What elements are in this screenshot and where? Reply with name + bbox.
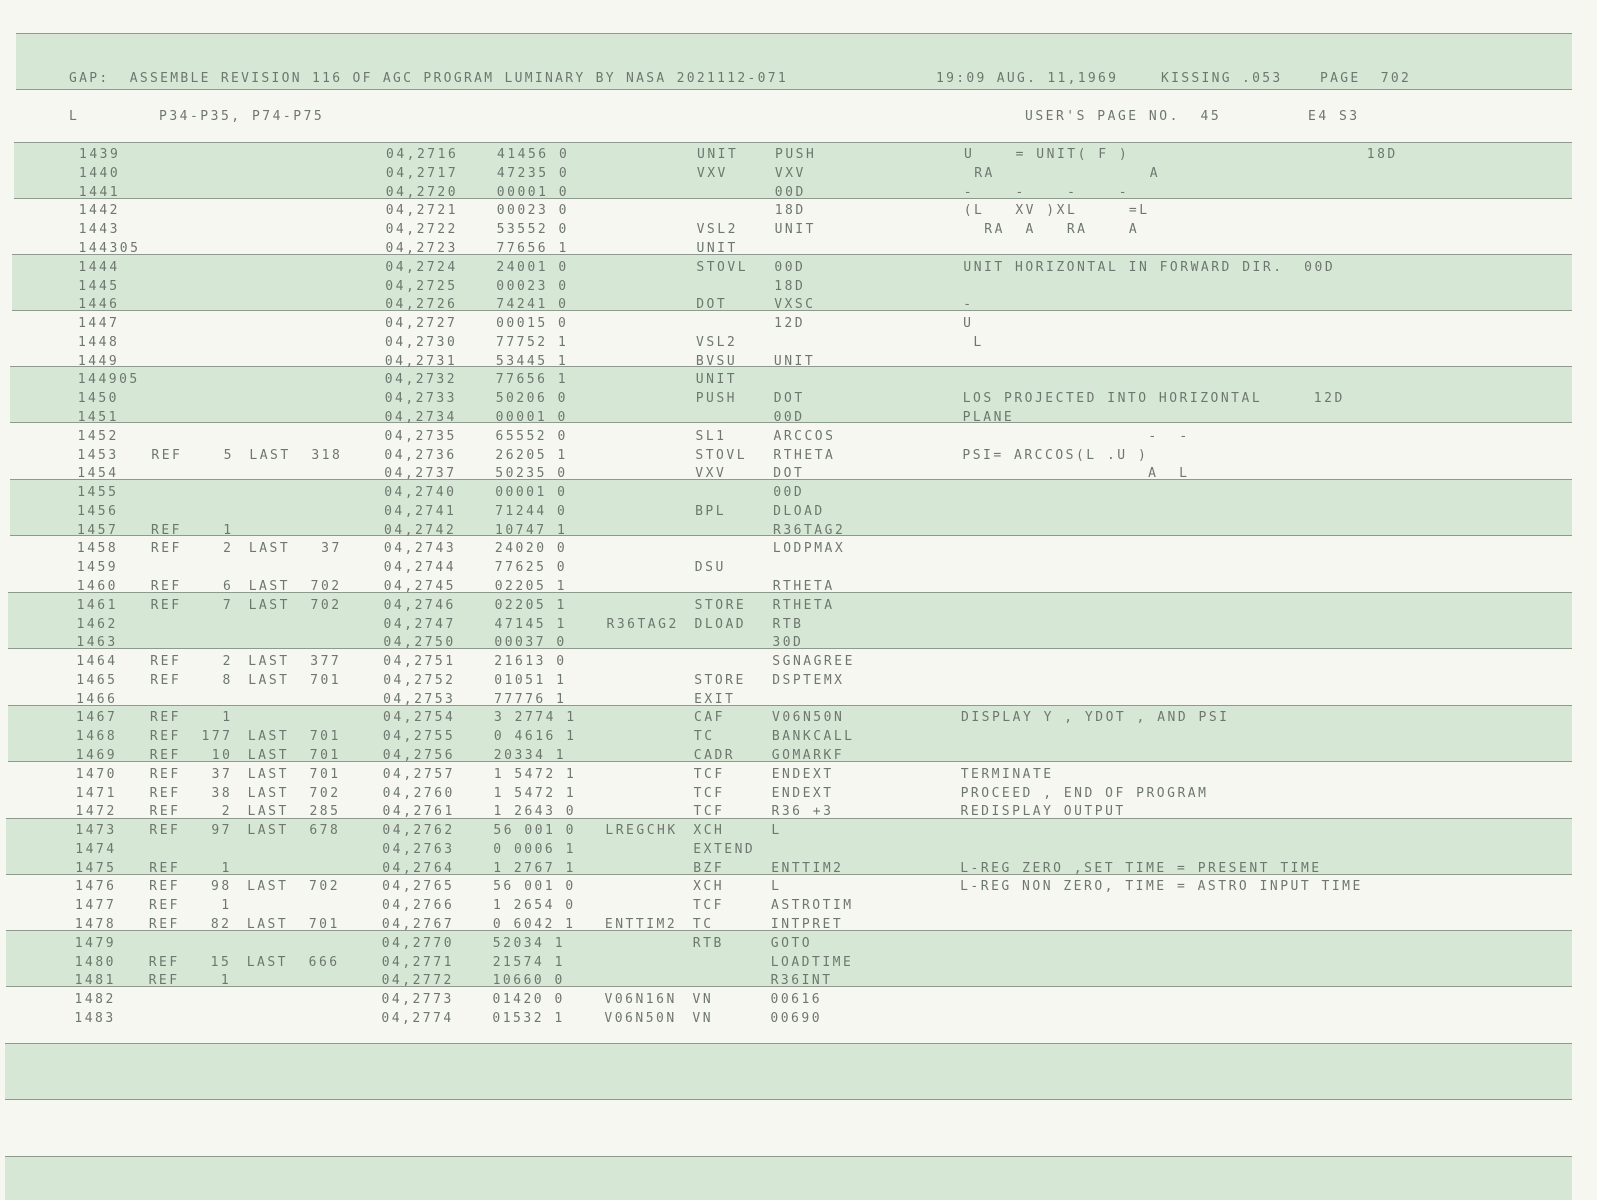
- address: 04,2767: [381, 917, 455, 932]
- octal-word: 0 6042 1: [492, 917, 576, 932]
- operand: RTHETA: [773, 447, 836, 463]
- comment: - -: [962, 428, 1190, 444]
- address: 04,2753: [383, 691, 456, 707]
- opcode: VN: [692, 992, 714, 1008]
- address: 04,2772: [381, 973, 454, 989]
- operand: DOT: [773, 391, 805, 407]
- subheader-users-page: USER'S PAGE NO. 45: [1025, 109, 1222, 124]
- line-number: 1444: [78, 259, 120, 275]
- operand: DSPTEMX: [772, 672, 845, 688]
- address: 04,2722: [385, 222, 458, 238]
- opcode: TCF: [693, 785, 725, 801]
- comment: PSI= ARCCOS(L .U ): [962, 447, 1149, 463]
- octal-word: 00001 0: [495, 409, 568, 425]
- ref-count: REF 98: [149, 879, 232, 895]
- ref-count: REF 8: [150, 672, 233, 688]
- operand: INTPRET: [770, 917, 844, 932]
- opcode: TCF: [693, 804, 725, 820]
- opcode: STOVL: [695, 447, 748, 463]
- listing-kissing: KISSING .053: [1161, 71, 1283, 86]
- line-number: 1460: [76, 578, 118, 594]
- operand: RTHETA: [772, 578, 835, 594]
- comment: L: [963, 334, 984, 350]
- octal-word: 1 2654 0: [493, 898, 576, 914]
- address: 04,2762: [382, 823, 455, 839]
- ref-count: REF 1: [151, 522, 234, 538]
- last-ref: LAST 377: [248, 654, 342, 670]
- last-ref: LAST 701: [248, 672, 342, 688]
- operand: R36INT: [770, 973, 833, 989]
- line-number: 144305: [78, 240, 141, 256]
- address: 04,2754: [383, 710, 456, 726]
- comment: REDISPLAY OUTPUT: [960, 804, 1126, 820]
- line-number: 1474: [75, 841, 117, 857]
- address: 04,2730: [385, 334, 458, 350]
- last-ref: LAST 701: [247, 766, 341, 782]
- address: 04,2756: [382, 748, 456, 763]
- address: 04,2742: [384, 522, 457, 538]
- octal-word: 10747 1: [495, 522, 568, 538]
- operand: PUSH: [775, 147, 817, 162]
- address: 04,2751: [383, 654, 456, 670]
- comment: DISPLAY Y , YDOT , AND PSI: [961, 710, 1230, 726]
- opcode: STOVL: [696, 259, 749, 275]
- octal-word: 02205 1: [494, 578, 567, 594]
- operand: ENTTIM2: [771, 860, 844, 876]
- operand: 00D: [774, 259, 806, 275]
- line-number: 1482: [74, 992, 116, 1008]
- line-number: 1457: [77, 522, 119, 538]
- address: 04,2737: [384, 466, 457, 482]
- line-number: 1453: [77, 447, 119, 463]
- opcode: VSL2: [696, 222, 738, 238]
- last-ref: LAST 678: [247, 823, 341, 839]
- address: 04,2763: [382, 841, 455, 857]
- line-number: 1469: [75, 748, 118, 763]
- opcode: TC: [693, 729, 715, 745]
- ref-count: REF 38: [149, 785, 233, 801]
- operand: V06N50N: [772, 710, 845, 726]
- address: 04,2766: [382, 898, 455, 914]
- octal-word: 74241 0: [496, 297, 569, 313]
- opcode: UNIT: [695, 372, 738, 388]
- label: ENTTIM2: [604, 917, 678, 932]
- line-number: 1448: [78, 334, 120, 350]
- line-number: 1473: [75, 823, 117, 839]
- line-number: 1464: [76, 654, 118, 670]
- octal-word: 53552 0: [496, 222, 569, 238]
- opcode: EXIT: [694, 691, 736, 707]
- address: 04,2750: [383, 635, 456, 651]
- operand: 18D: [774, 278, 806, 294]
- line-number: 1483: [74, 1010, 116, 1026]
- address: 04,2757: [382, 766, 455, 782]
- octal-word: 77776 1: [494, 691, 567, 707]
- ref-count: REF 5: [151, 447, 235, 463]
- address: 04,2733: [384, 391, 457, 407]
- last-ref: LAST 285: [247, 804, 341, 820]
- octal-word: 50235 0: [495, 466, 568, 482]
- address: 04,2736: [384, 447, 457, 463]
- ref-count: REF 7: [150, 597, 234, 613]
- opcode: SL1: [695, 428, 727, 444]
- address: 04,2734: [384, 409, 457, 425]
- octal-word: 24020 0: [494, 541, 568, 557]
- ref-count: REF 2: [150, 654, 233, 670]
- opcode: TC: [692, 917, 714, 932]
- label: V06N50N: [604, 1010, 677, 1026]
- ref-count: REF 10: [149, 748, 233, 763]
- label: LREGCHK: [605, 823, 678, 839]
- octal-word: 01051 1: [494, 672, 567, 688]
- line-number: 1476: [75, 879, 117, 895]
- line-number: 1445: [78, 278, 120, 294]
- octal-word: 56 001 0: [493, 823, 577, 839]
- address: 04,2731: [384, 353, 458, 369]
- octal-word: 00001 0: [496, 184, 570, 200]
- operand: 00690: [770, 1010, 823, 1026]
- line-number: 144905: [77, 372, 140, 388]
- line-number: 1470: [75, 766, 117, 782]
- opcode: DSU: [694, 560, 726, 576]
- address: 04,2745: [383, 578, 456, 594]
- comment: PROCEED , END OF PROGRAM: [960, 785, 1209, 801]
- line-number: 1480: [74, 954, 116, 970]
- last-ref: LAST 701: [247, 729, 341, 745]
- operand: ARCCOS: [773, 428, 836, 444]
- octal-word: 1 5472 1: [493, 766, 577, 782]
- comment: UNIT HORIZONTAL IN FORWARD DIR. 00D: [963, 259, 1336, 275]
- operand: UNIT: [774, 222, 816, 238]
- operand: 00D: [773, 409, 805, 425]
- operand: RTB: [772, 616, 804, 632]
- operand: ASTROTIM: [771, 898, 854, 914]
- line-number: 1452: [77, 428, 119, 444]
- address: 04,2725: [385, 278, 458, 294]
- octal-word: 00001 0: [495, 485, 568, 500]
- address: 04,2771: [381, 954, 454, 970]
- operand: GOTO: [770, 935, 813, 951]
- address: 04,2761: [382, 804, 455, 820]
- opcode: PUSH: [695, 391, 737, 407]
- last-ref: LAST 702: [247, 785, 341, 801]
- opcode: UNIT: [697, 147, 739, 162]
- line-number: 1466: [76, 691, 118, 707]
- operand: L: [771, 823, 782, 839]
- address: 04,2740: [384, 485, 457, 500]
- opcode: BZF: [693, 860, 725, 876]
- line-number: 1467: [76, 710, 118, 726]
- address: 04,2744: [383, 560, 457, 576]
- label: V06N16N: [604, 992, 677, 1008]
- octal-word: 1 2767 1: [493, 860, 576, 876]
- address: 04,2723: [385, 240, 458, 256]
- opcode: STORE: [694, 672, 746, 688]
- opcode: STORE: [694, 597, 747, 613]
- comment: - - - -: [963, 184, 1130, 200]
- line-number: 1472: [75, 804, 117, 820]
- line-number: 1449: [77, 353, 120, 369]
- last-ref: LAST 702: [247, 879, 341, 895]
- ref-count: REF 1: [149, 860, 232, 876]
- line-number: 1441: [78, 184, 121, 200]
- line-number: 1461: [76, 597, 118, 613]
- octal-word: 21574 1: [492, 954, 565, 970]
- last-ref: LAST 702: [248, 578, 342, 594]
- line-number: 1442: [78, 203, 120, 219]
- last-ref: LAST 702: [248, 597, 342, 613]
- opcode: BVSU: [695, 353, 738, 369]
- octal-word: 65552 0: [495, 428, 568, 444]
- operand: LODPMAX: [772, 541, 846, 557]
- line-number: 1479: [74, 935, 117, 951]
- octal-word: 01420 0: [492, 992, 565, 1008]
- ref-count: REF 1: [150, 710, 233, 726]
- last-ref: LAST 318: [249, 447, 343, 463]
- opcode: CAF: [694, 710, 725, 726]
- operand: R36 +3: [771, 804, 834, 820]
- subheader-code: E4 S3: [1308, 109, 1360, 124]
- operand: UNIT: [773, 353, 816, 369]
- line-number: 1456: [77, 503, 119, 519]
- comment: RA A RA A: [963, 222, 1140, 238]
- octal-word: 10660 0: [492, 973, 565, 989]
- octal-word: 01532 1: [492, 1010, 565, 1026]
- line-number: 1471: [75, 785, 117, 801]
- opcode: VXV: [696, 165, 728, 181]
- comment: LOS PROJECTED INTO HORIZONTAL 12D: [962, 391, 1345, 407]
- address: 04,2720: [385, 184, 459, 200]
- address: 04,2717: [385, 165, 459, 181]
- ref-count: REF 1: [148, 973, 232, 989]
- operand: ENDEXT: [771, 785, 834, 801]
- comment: A L: [962, 466, 1190, 482]
- ref-count: REF 97: [149, 823, 233, 839]
- octal-word: 47145 1: [494, 616, 567, 632]
- opcode: RTB: [692, 935, 724, 951]
- comment: -: [963, 297, 974, 313]
- comment: L-REG NON ZERO, TIME = ASTRO INPUT TIME: [960, 879, 1363, 895]
- octal-word: 77656 1: [496, 240, 569, 256]
- subheader-section: P34-P35, P74-P75: [159, 109, 325, 124]
- address: 04,2747: [383, 616, 456, 632]
- ref-count: REF 2: [149, 804, 233, 820]
- line-number: 1447: [78, 316, 120, 331]
- subheader-letter: L: [69, 109, 80, 124]
- comment: L-REG ZERO ,SET TIME = PRESENT TIME: [960, 860, 1322, 876]
- line-number: 1440: [78, 165, 121, 181]
- address: 04,2716: [386, 147, 459, 162]
- ref-count: REF 1: [149, 898, 232, 914]
- opcode: VN: [692, 1010, 714, 1026]
- octal-word: 53445 1: [495, 353, 569, 369]
- octal-word: 00015 0: [496, 316, 569, 331]
- opcode: EXTEND: [693, 841, 756, 857]
- octal-word: 1 5472 1: [493, 785, 577, 801]
- address: 04,2765: [382, 879, 455, 895]
- octal-word: 0 4616 1: [493, 729, 577, 745]
- octal-word: 00023 0: [496, 278, 569, 294]
- octal-word: 47235 0: [496, 165, 570, 181]
- opcode: CADR: [693, 748, 736, 763]
- octal-word: 71244 0: [495, 503, 568, 519]
- opcode: VSL2: [696, 334, 738, 350]
- opcode: DLOAD: [694, 616, 747, 632]
- listing-timestamp: 19:09 AUG. 11,1969: [936, 71, 1119, 86]
- octal-word: 24001 0: [496, 259, 569, 275]
- address: 04,2773: [381, 992, 454, 1008]
- ref-count: REF 15: [148, 954, 232, 970]
- line-number: 1478: [74, 917, 117, 932]
- octal-word: 0 0006 1: [493, 841, 576, 857]
- address: 04,2752: [383, 672, 456, 688]
- address: 04,2721: [385, 203, 458, 219]
- octal-word: 00037 0: [494, 635, 567, 651]
- ref-count: REF 6: [150, 578, 234, 594]
- label: R36TAG2: [606, 616, 679, 632]
- line-number: 1459: [76, 560, 119, 576]
- listing-page-number: PAGE 702: [1320, 71, 1412, 86]
- ref-count: REF 82: [148, 917, 232, 932]
- line-number: 1446: [78, 297, 120, 313]
- line-number: 1451: [77, 409, 119, 425]
- address: 04,2760: [382, 785, 455, 801]
- opcode: TCF: [693, 898, 724, 914]
- octal-word: 56 001 0: [493, 879, 576, 895]
- line-number: 1468: [75, 729, 118, 745]
- paper-band-10: [5, 1156, 1572, 1200]
- comment: TERMINATE: [960, 766, 1054, 782]
- comment: PLANE: [962, 409, 1015, 425]
- octal-word: 02205 1: [494, 597, 567, 613]
- last-ref: LAST 37: [248, 541, 342, 557]
- operand: 00D: [773, 485, 805, 500]
- opcode: UNIT: [696, 240, 738, 256]
- address: 04,2724: [385, 259, 458, 275]
- address: 04,2743: [383, 541, 457, 557]
- ref-count: REF 177: [149, 729, 233, 745]
- line-number: 1475: [75, 860, 117, 876]
- operand: R36TAG2: [773, 522, 846, 538]
- operand: SGNAGREE: [772, 654, 855, 670]
- line-number: 1443: [78, 222, 120, 238]
- operand: LOADTIME: [770, 954, 854, 970]
- ref-count: REF 37: [149, 766, 233, 782]
- octal-word: 21613 0: [494, 654, 567, 670]
- opcode: VXV: [695, 466, 727, 482]
- operand: VXV: [774, 165, 806, 181]
- octal-word: 77752 1: [496, 334, 569, 350]
- address: 04,2746: [383, 597, 456, 613]
- octal-word: 52034 1: [492, 935, 566, 951]
- address: 04,2755: [382, 729, 456, 745]
- line-number: 1463: [76, 635, 118, 651]
- last-ref: LAST 666: [246, 954, 340, 970]
- address: 04,2726: [385, 297, 458, 313]
- opcode: DOT: [696, 297, 728, 313]
- comment: (L XV )XL =L: [963, 203, 1150, 219]
- paper-band-9: [5, 1043, 1572, 1099]
- line-number: 1450: [77, 391, 119, 407]
- line-number: 1454: [77, 466, 119, 482]
- line-number: 1462: [76, 616, 118, 632]
- address: 04,2741: [384, 503, 457, 519]
- operand: 00616: [770, 992, 823, 1008]
- opcode: XCH: [693, 879, 725, 895]
- listing-title: GAP: ASSEMBLE REVISION 116 OF AGC PROGRAM LUMINARY BY NASA 2021112-071: [69, 71, 788, 86]
- operand: L: [771, 879, 782, 895]
- line-number: 1465: [76, 672, 118, 688]
- octal-word: 41456 0: [497, 147, 570, 162]
- operand: BANKCALL: [771, 729, 855, 745]
- octal-word: 26205 1: [495, 447, 568, 463]
- line-number: 1477: [75, 898, 117, 914]
- operand: DLOAD: [773, 503, 825, 519]
- operand: VXSC: [774, 297, 816, 313]
- line-number: 1455: [77, 485, 119, 500]
- opcode: TCF: [693, 766, 725, 782]
- comment: U: [963, 316, 974, 331]
- address: 04,2735: [384, 428, 457, 444]
- octal-word: 3 2774 1: [494, 710, 577, 726]
- line-number: 1458: [76, 541, 119, 557]
- octal-word: 50206 0: [495, 391, 568, 407]
- address: 04,2732: [384, 372, 458, 388]
- opcode: BPL: [695, 503, 727, 519]
- line-number: 1481: [74, 973, 116, 989]
- ref-count: REF 2: [150, 541, 234, 557]
- octal-word: 00023 0: [496, 203, 569, 219]
- last-ref: LAST 701: [247, 748, 341, 763]
- operand: 00D: [774, 184, 806, 200]
- octal-word: 20334 1: [493, 748, 567, 763]
- operand: GOMARKF: [771, 748, 845, 763]
- address: 04,2764: [382, 860, 455, 876]
- octal-word: 77656 1: [495, 372, 569, 388]
- opcode: XCH: [693, 823, 725, 839]
- line-number: 1439: [79, 147, 121, 162]
- octal-word: 77625 0: [494, 560, 568, 576]
- address: 04,2770: [381, 935, 455, 951]
- address: 04,2727: [385, 316, 458, 331]
- operand: 30D: [772, 635, 804, 651]
- comment: RA A: [963, 165, 1161, 181]
- address: 04,2774: [381, 1010, 454, 1026]
- operand: 18D: [774, 203, 806, 219]
- operand: 12D: [774, 316, 806, 331]
- last-ref: LAST 701: [246, 917, 340, 932]
- octal-word: 1 2643 0: [493, 804, 577, 820]
- operand: RTHETA: [772, 597, 835, 613]
- operand: ENDEXT: [771, 766, 834, 782]
- comment: U = UNIT( F ) 18D: [964, 147, 1398, 162]
- operand: DOT: [773, 466, 805, 482]
